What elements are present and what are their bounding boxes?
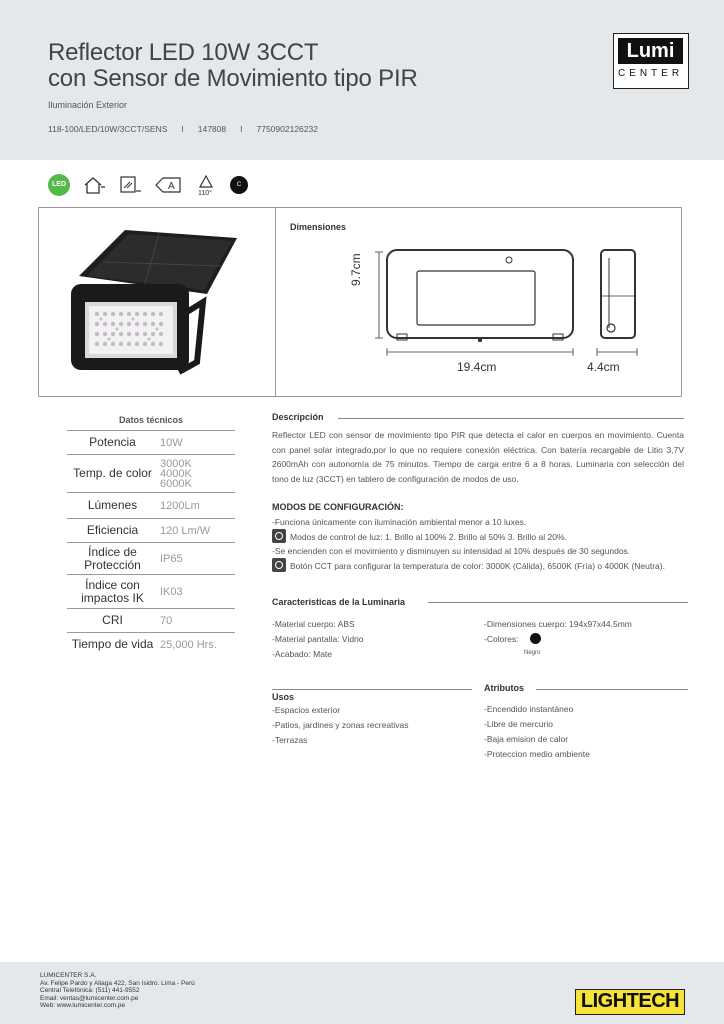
char-left-1: -Material cuerpo: ABS <box>272 619 355 629</box>
row-key: Índice de Protección <box>84 544 141 572</box>
address-line: Av. Felipe Pardo y Aliaga 422, San Isidro. Lima - Perú <box>40 979 195 987</box>
description-text: Reflector LED con sensor de movimiento tipo PIR que detecta el calor en cuerpos en movimiento. Cuenta con panel solar integrado,por lo que no requiere conexión eléctrica. Con batería recargable de Litio 3,7V 2600mAh con autonomía de 75 minutos. Tiempo de carga entre 6 a 8 horas. Luminaria con selección del tono de luz (3CCT) en tablero de configuración de modos de uso. <box>272 430 684 484</box>
dim-width-label: 19.4cm <box>457 360 497 374</box>
product-codes <box>48 124 318 134</box>
row-key: CRI <box>102 613 123 627</box>
tech-table-title: Datos técnicos <box>118 415 184 425</box>
box-divider <box>275 208 276 396</box>
modes-line-3: -Se encienden con el movimiento y disminuyen su intensidad al 10% después de 30 segundos. <box>272 546 631 556</box>
atributos-rule-right <box>536 689 688 690</box>
row-key: Tiempo de vida <box>71 637 154 651</box>
table-row <box>67 542 235 574</box>
atributo-2: -Libre de mercurio <box>484 719 553 729</box>
modes-line-4 <box>272 558 684 573</box>
char-left-3: -Acabado: Mate <box>272 649 333 659</box>
code-sep: I <box>181 124 184 134</box>
company-address <box>40 972 195 1010</box>
code-sep: I <box>240 124 243 134</box>
row-value: IP65 <box>160 552 183 565</box>
description-rule <box>338 418 684 419</box>
table-row <box>67 608 235 632</box>
row-key: Potencia <box>89 435 136 449</box>
dimension-drawing <box>339 236 669 356</box>
usos-title: Usos <box>272 692 295 702</box>
row-value: 3000K 4000K 6000K <box>160 457 192 490</box>
logo-bottom-text: CENTER <box>617 68 684 79</box>
title-line-1: Reflector LED 10W 3CCT <box>48 39 319 66</box>
row-key: Índice con impactos IK <box>81 577 144 605</box>
uso-3: -Terrazas <box>272 735 308 745</box>
row-key: Eficiencia <box>86 523 139 537</box>
email-line: Email: ventas@lumicenter.com.pe <box>40 994 139 1002</box>
energy-class-icon <box>154 174 182 196</box>
char-left-2: -Material pantalla: Vidrio <box>272 634 364 644</box>
modes-line-2 <box>272 529 684 544</box>
usos-rule-left <box>272 689 472 690</box>
logo-top-text: Lumi <box>618 38 683 64</box>
row-value: 120 Lm/W <box>160 524 211 537</box>
outdoor-house-icon <box>82 174 106 196</box>
atributo-3: -Baja emision de calor <box>484 734 569 744</box>
beam-angle-icon <box>194 174 218 196</box>
characteristics-rule <box>428 602 688 603</box>
page-title <box>48 40 418 92</box>
table-row <box>67 518 235 542</box>
table-row <box>67 430 235 454</box>
code-ean: 7750902126232 <box>256 124 318 134</box>
ce-icon <box>230 176 248 194</box>
uso-2: -Patios, jardines y zonas recreativas <box>272 720 409 730</box>
table-row <box>67 632 235 656</box>
lumicenter-logo <box>613 33 689 89</box>
energy-class-letter: A <box>168 181 175 192</box>
uso-1: -Espacios exterior <box>272 705 341 715</box>
feature-icons <box>48 174 248 196</box>
phone-line: Central Telefónica: (511) 441-9552 <box>40 987 140 994</box>
modes-line-1: -Funciona únicamente con iluminación ambiental menor a 10 luxes. <box>272 517 527 527</box>
title-line-2: con Sensor de Movimiento tipo PIR <box>48 65 418 92</box>
sensor-icon <box>118 174 142 196</box>
beam-angle-value: 110° <box>198 190 212 197</box>
lightech-logo: LIGHTECH <box>575 989 685 1015</box>
header-band <box>0 0 724 160</box>
row-value: 1200Lm <box>160 499 200 512</box>
code-sku: 118-100/LED/10W/3CCT/SENS <box>48 124 168 134</box>
table-row <box>67 454 235 492</box>
row-value: 70 <box>160 614 173 627</box>
char-right-1: -Dimensiones cuerpo: 194x97x44.5mm <box>484 619 632 629</box>
characteristics-title: Características de la Luminaria <box>272 597 406 607</box>
row-key: Lúmenes <box>87 498 138 512</box>
dim-height-label: 9.7cm <box>349 253 363 286</box>
row-key: Temp. de color <box>73 466 152 480</box>
row-value: 10W <box>160 436 183 449</box>
company-name: LUMICENTER S.A. <box>40 972 97 979</box>
table-row <box>67 574 235 608</box>
modes-title: MODOS DE CONFIGURACIÓN: <box>272 502 404 512</box>
row-value: IK03 <box>160 585 183 598</box>
tech-data-table <box>67 410 235 656</box>
product-image <box>67 222 257 382</box>
led-icon: LED <box>48 174 70 196</box>
row-value: 25,000 Hrs. <box>160 638 217 651</box>
atributo-1: -Encendido instantáneo <box>484 704 574 714</box>
dim-depth-label: 4.4cm <box>587 360 620 374</box>
modes-line-4-text: Botón CCT para configurar la temperatura de color: 3000K (Cálida), 6500K (Fría) o 4000K (Neutra). <box>290 561 665 571</box>
color-swatch <box>530 633 541 644</box>
atributo-4: -Proteccion medio ambiente <box>484 749 590 759</box>
product-dimensions-box <box>38 207 682 397</box>
code-id: 147808 <box>197 124 227 134</box>
subtitle: Iluminación Exterior <box>48 100 128 110</box>
mode-button-icon <box>272 529 286 543</box>
dimensions-label: Dimensiones <box>290 222 347 232</box>
color-name: Negro <box>524 650 541 656</box>
table-row <box>67 492 235 518</box>
ce-mark-text: C <box>236 182 242 188</box>
modes-line-2-text: Modos de control de luz: 1. Brillo al 100% 2. Brillo al 50% 3. Brillo al 20%. <box>290 532 567 542</box>
char-right-2: -Colores: <box>484 634 519 644</box>
description-title: Descripción <box>272 412 324 422</box>
atributos-title: Atributos <box>484 683 524 693</box>
cct-button-icon <box>272 558 286 572</box>
web-line: Web: www.lumicenter.com.pe <box>40 1002 126 1009</box>
